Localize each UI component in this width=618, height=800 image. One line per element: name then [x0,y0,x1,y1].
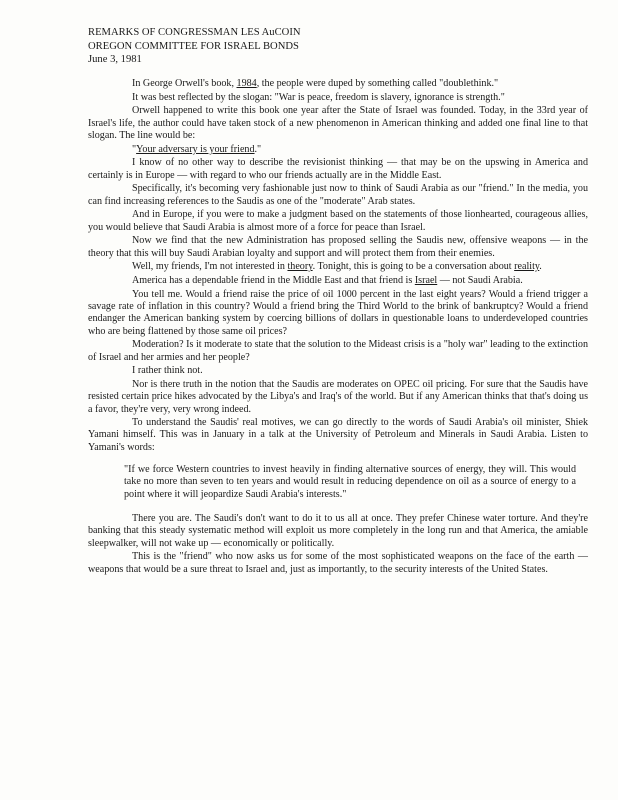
paragraph-8: Now we find that the new Administration has proposed selling the Saudis new, offensive weapons — in the theory that this will buy Saudi Arabian loyalty and support and will protect them from their enemies. [88,235,588,259]
document-header [88,26,301,67]
speech-body [88,78,588,577]
paragraph-14: Nor is there truth in the notion that the Saudis are moderates on OPEC oil pricing. For sure that the Saudis have resisted certain price hikes advocated by the Libya's and Iraq's of the world. But if any American thinks that that's doing us a favor, they're very, very wrong indeed. [88,378,588,415]
paragraph-6: Specifically, it's becoming very fashionable just now to think of Saudi Arabia as our "friend." In the media, you can find increasing references to the Saudis as one of the "moderate" Arab states. [88,183,588,207]
paragraph-9: Well, my friends, I'm not interested in theory. Tonight, this is going to be a conversation about reality. [132,261,542,273]
paragraph-2: It was best reflected by the slogan: "War is peace, freedom is slavery, ignorance is strength." [132,91,505,103]
paragraph-7: And in Europe, if you were to make a judgment based on the statements of those lionhearted, courageous allies, you would believe that Saudi Arabia is almost more of a force for peace than Israel. [88,209,588,233]
yamani-quote: "If we force Western countries to invest heavily in finding alternative sources of energy, they will. This would take no more than seven to ten years and would result in reducing dependence on oil as a source of energy to a point where it will jeopardize Saudi Arabia's interests." [124,464,576,500]
closing-paragraph-1: There you are. The Saudi's don't want to do it to us all at once. They prefer Chinese water torture. And they're banking that this steady systematic method will exploit us more completely in the long run and that America, the amiable sleepwalker, will not wake up — economically or politically. [88,512,588,549]
paragraph-15: To understand the Saudis' real motives, we can go directly to the words of Saudi Arabia's oil minister, Shiek Yamani himself. This was in January in a talk at the University of Petroleum and Minerals in Saudi Arabia. Listen to Yamani's words: [88,417,588,453]
paragraph-5: I know of no other way to describe the revisionist thinking — that may be on the upswing in America and certainly is in Europe — with regard to who our friends actually are in the Middle East. [88,157,588,181]
paragraph-3: Orwell happened to write this book one year after the State of Israel was founded. Today, in the 33rd year of Israel's life, the author could have taken stock of a new phenomenon in American thinking and added one final line to that slogan. The line would be: [88,105,588,141]
header-date: June 3, 1981 [88,54,142,65]
paragraph-13: I rather think not. [132,365,203,377]
slogan-line: "Your adversary is your friend." [132,143,262,155]
paragraph-12: Moderation? Is it moderate to state that the solution to the Mideast crisis is a "holy war" leading to the extinction of Israel and her armies and her people? [88,339,588,363]
header-title: REMARKS OF CONGRESSMAN LES AuCOIN [88,27,301,38]
paragraph-1: In George Orwell's book, 1984, the people were duped by something called "doublethink." [132,78,499,89]
slogan-underlined: Your adversary is your friend [136,143,255,155]
paragraph-11: You tell me. Would a friend raise the price of oil 1000 percent in the last eight years? Would a friend trigger a savage rate of inflation in this country? Would a friend bring the Third World to the brink of bankruptcy? Would a friend endanger the American banking system by coercing billions of dollars in questionable loans to underdeveloped countries who are being flattened by those same oil prices? [88,288,588,337]
word-israel: Israel [414,274,438,286]
book-title: 1984 [236,78,257,89]
closing-paragraph-2: This is the "friend" who now asks us for some of the most sophisticated weapons on the face of the earth — weapons that would be a sure threat to Israel and, just as importantly, to the security interests of the United States. [88,551,588,575]
word-theory: theory [287,261,313,273]
paragraph-10: America has a dependable friend in the Middle East and that friend is Israel — not Saudi Arabia. [132,274,523,286]
header-organization: OREGON COMMITTEE FOR ISRAEL BONDS [88,40,299,52]
word-reality: reality [514,261,540,273]
